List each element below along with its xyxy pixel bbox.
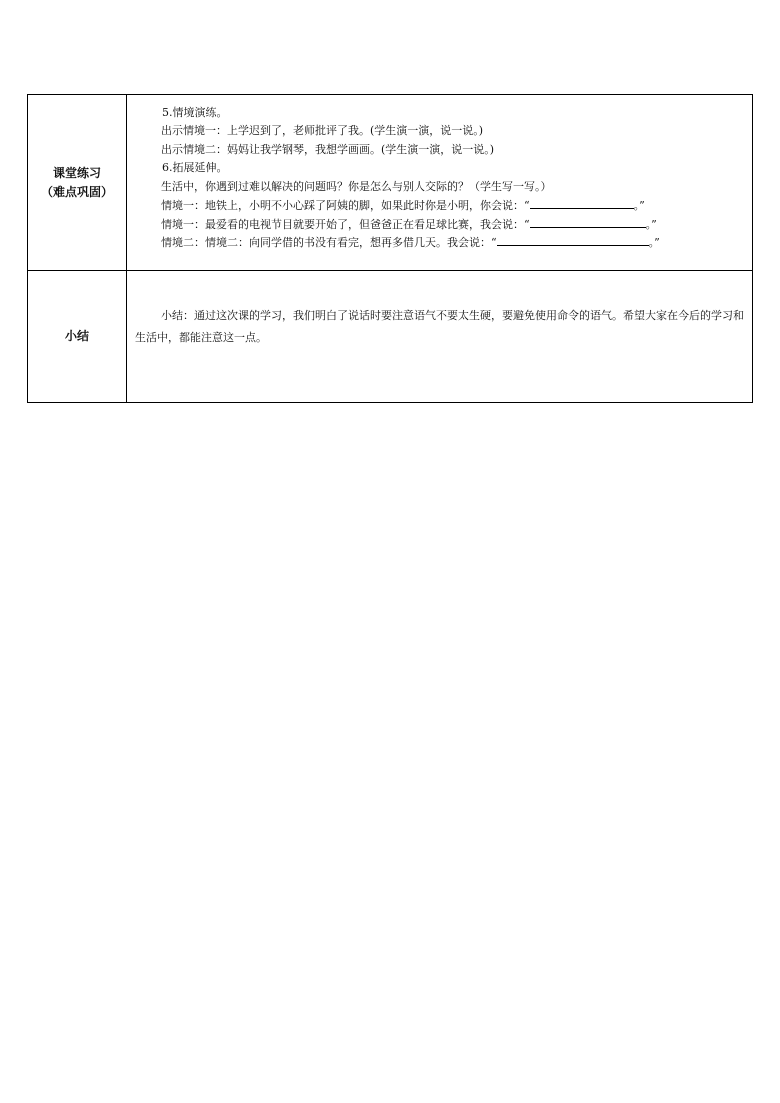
answer-blank-1[interactable] bbox=[530, 196, 634, 209]
fill-line-3-suffix: 。” bbox=[648, 236, 660, 249]
fill-line-1 bbox=[161, 196, 752, 215]
fill-line-2-suffix: 。” bbox=[645, 217, 657, 231]
summary-row bbox=[28, 271, 753, 403]
fill-line-3 bbox=[161, 233, 752, 252]
summary-label-cell bbox=[28, 271, 127, 403]
practice-line-5: 生活中，你遇到过难以解决的问题吗？你是怎么与别人交际的？（学生写一写。） bbox=[161, 179, 552, 193]
lesson-table bbox=[27, 94, 753, 403]
fill-line-2-prefix: 情境一：最爱看的电视节目就要开始了，但爸爸正在看足球比赛，我会说：“ bbox=[161, 217, 530, 231]
practice-row bbox=[28, 95, 753, 271]
fill-line-2 bbox=[161, 215, 752, 234]
fill-line-1-suffix: 。” bbox=[633, 199, 645, 212]
practice-line-2: 出示情境一：上学迟到了，老师批评了我。(学生演一演，说一说。) bbox=[161, 124, 484, 137]
practice-line-3: 出示情境二：妈妈让我学钢琴，我想学画画。(学生演一演，说一说。) bbox=[161, 142, 495, 156]
practice-label-title: 课堂练习 bbox=[52, 165, 101, 180]
summary-content-cell bbox=[127, 271, 753, 403]
practice-line-4: 6.拓展延伸。 bbox=[162, 161, 228, 174]
practice-line-1: 5.情境演练。 bbox=[162, 105, 228, 119]
summary-content bbox=[127, 271, 752, 402]
fill-line-3-prefix: 情境二：情境二：向同学借的书没有看完，想再多借几天。我会说：“ bbox=[161, 236, 497, 249]
answer-blank-3[interactable] bbox=[497, 233, 649, 246]
fill-line-1-prefix: 情境一：地铁上，小明不小心踩了阿姨的脚，如果此时你是小明，你会说：“ bbox=[161, 199, 530, 212]
practice-content bbox=[127, 98, 752, 268]
practice-content-cell bbox=[127, 95, 753, 271]
answer-blank-2[interactable] bbox=[530, 215, 646, 228]
practice-label-subtitle: （难点巩固） bbox=[40, 184, 113, 199]
practice-label-cell bbox=[28, 95, 127, 271]
summary-text: 小结：通过这次课的学习，我们明白了说话时要注意语气不要太生硬，要避免使用命令的语气。希望大家在今后的学习和生活中，都能注意这一点。 bbox=[135, 309, 744, 344]
summary-label: 小结 bbox=[64, 329, 89, 343]
